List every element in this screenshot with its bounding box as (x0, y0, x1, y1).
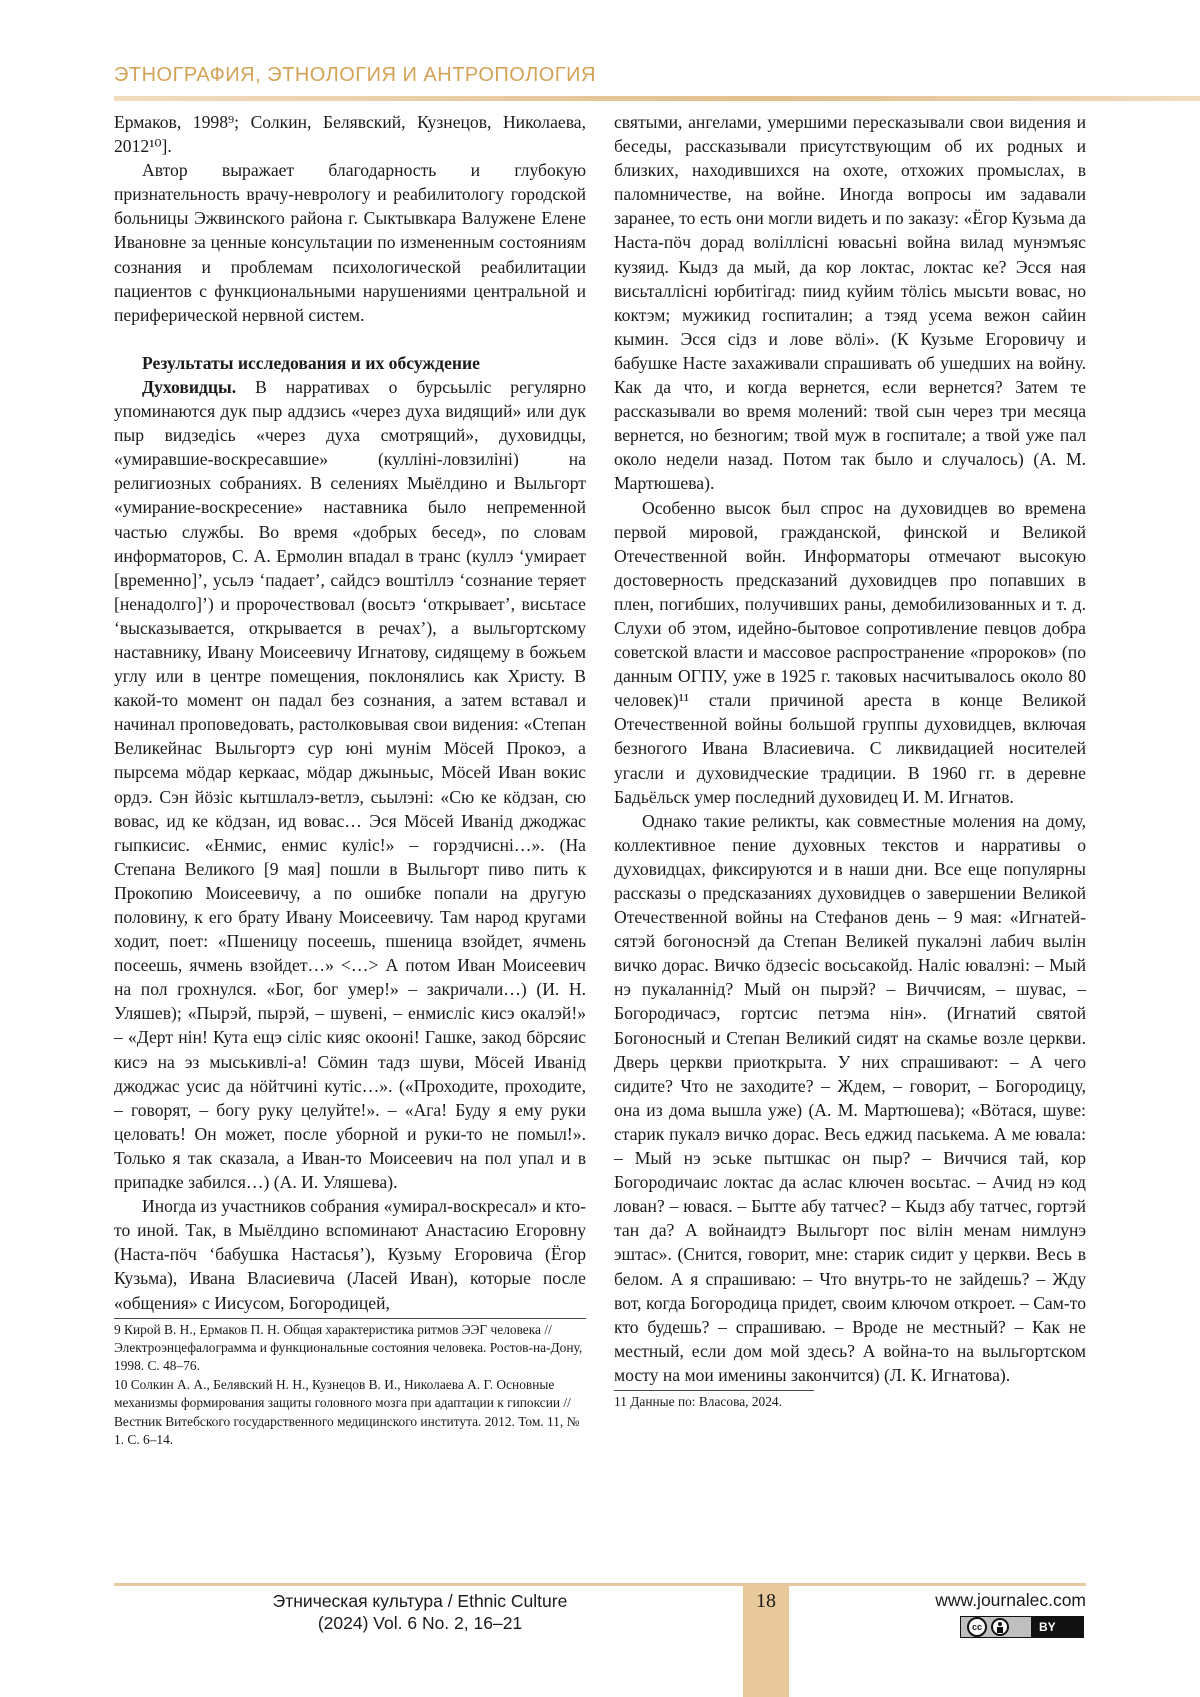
paragraph-body: В нарративах о бурсьыліс регулярно упоминаются дук пыр аддзись «через духа видящий» или дук пыр видзедісь «через духа смотрящий», духовидцы, «умиравшие-воскресавшие» (куллінi-ловзилінi) на религиозных собраниях. В селениях Мыёлдино и Выльгорт «умирание-воскресение» наставника было непременной частью службы. Во время «добрых бесед», по словам информаторов, С. А. Ермолин впадал в транс (куллэ ‘умирает [временно]’, усьлэ ‘падает’, сайдсэ воштіллэ ‘сознание теряет [ненадолго]’) и пророчествовал (восьтэ ‘открывает’, висьтасе ‘высказывается, открывается в речах’), а выльгортскому наставнику, Ивану Моисеевичу Игнатову, сидящему в божьем углу или в центре помещения, поклонялись как Христу. В какой-то момент он падал без сознания, а затем вставал и начинал проповедовать, растолковывая свои видения: «Степан Великейнас Выльгортэ сур юні мунім Мӧсей Прокоэ, а пырсема мӧдар керкаас, мӧдар джыньыс, Мӧсей Иван вокис ордэ. Сэн йӧзіс кытшлалэ-ветлэ, сьылэні: «Сю ке кӧдзан, сю вовас, ид ке кӧдзан, ид вовас… Эся Мӧсей Иванід джоджас гыпкисис. «Енмис, енмис куліс!» – горэдчисні…». (На Степана Великого [9 мая] пошли в Выльгорт пиво пить к Прокопию Моисеевичу, а по ошибке попали на другую половину, к его брату Ивану Моисеевичу. Там народ кругами ходит, поет: «Пшеницу посеешь, пшеница взойдет, ячмень посеешь, ячмень взойдет…» <…> А потом Иван Моисеевич на пол грохнулся. «Бог, бог умер!» – закричали…) (И. Н. Уляшев); «Пырэй, пырэй, – шувені, – енмисліс кисэ окалэй!» – «Дерт нін! Кута ещэ сіліс кияс окооні! Гашке, закод бӧрсяис кисэ на эз мыськивлі-а! Сӧмин тадз шуви, Мӧсей Иванід джоджас усис да нӧйтчині кутіс…». («Проходите, проходите, – говорят, – богу руку целуйте!». – «Ага! Буду я ему руки целовать! Он может, после уборной и руки-то не помыл!». Только я так сказала, а Иван-то Моисеевич на пол упал и в припадке забился…) (А. И. Уляшева). (114, 376, 586, 1193)
journal-volume: (2024) Vol. 6 No. 2, 16–21 (317, 1613, 523, 1633)
footer-rule (114, 1583, 1086, 1586)
cc-icon: cc (967, 1617, 987, 1637)
license-label: BY (1039, 1620, 1056, 1634)
footnote-10: 10 Солкин А. А., Белявский Н. Н., Кузнецов В. И., Николаева А. Г. Основные механизмы формирования защиты головного мозга при адаптации к гипоксии // Вестник Витебского государственного медицинского института. 2012. Том. 11, № 1. С. 6–14. (114, 1377, 580, 1447)
acknowledgement-paragraph: Автор выражает благодарность и глубокую признательность врачу-неврологу и реабилитологу городской больницы Эжвинского района г. Сыктывкара Валужене Елене Ивановне за ценные консультации по измененным состояниям сознания и проблемам психологической реабилитации пациентов с функциональными нарушениями центральной и периферической нервной систем. (114, 160, 586, 325)
left-column (114, 110, 586, 1450)
right-paragraph-1: святыми, ангелами, умершими пересказывали свои видения и беседы, рассказывали присутствующим об их родных и близких, находившихся на охоте, отхожих промыслах, в паломничестве, на войне. Иногда вопросы им задавали заранее, то есть они могли видеть и по заказу: «Ёгор Кузьма да Наста-пӧч дорад воліллісні ювасьні война вилад мунэмъяс кузяид. Кыдз да мый, да кор локтас, локтас ке? Эсся ная висьталлісні юрбитігад: пиид куйим тӧлісь мысьти вовас, но коктэм; мужикид госпиталин; а тэяд усема вежон сайин кымин. Эсся сідз и лове вӧлі». (К Кузьме Егоровичу и бабушке Насте захаживали спрашивать об ушедших на войну. Как да что, и когда вернется, если вернется? Затем те рассказывали во время молений: твой сын через три месяца вернется, но безногим; твой муж в госпитале; а твой уже пал около недели назад. Потом так было и случалось) (А. М. Мартюшева). (614, 112, 1086, 494)
left-paragraph-1: Ермаков, 1998⁹; Солкин, Белявский, Кузнецов, Николаева, 2012¹⁰]. (114, 112, 586, 157)
journal-citation (240, 1590, 600, 1634)
journal-name: Этническая культура / Ethnic Culture (272, 1591, 568, 1611)
page-number: 18 (756, 1590, 776, 1612)
footnote-separator-right (614, 1390, 814, 1391)
section-heading: Результаты исследования и их обсуждение (142, 352, 480, 373)
attribution-person-icon (991, 1618, 1009, 1636)
cc-by-license-badge[interactable] (960, 1616, 1084, 1638)
footnote-11: 11 Данные по: Власова, 2024. (614, 1393, 782, 1409)
header-rule (114, 96, 1200, 101)
left-paragraph-4: Иногда из участников собрания «умирал-воскресал» и кто-то иной. Так, в Мыёлдино вспоминают Анастасию Егоровну (Наста-пӧч ‘бабушка Настасья’), Кузьму Егоровича (Ёгор Кузьма), Ивана Власиевича (Ласей Иван), которые после «общения» с Иисусом, Богородицей, (114, 1196, 586, 1313)
cc-icon-area (961, 1617, 1031, 1637)
journal-url-link[interactable]: www.journalec.com (935, 1590, 1086, 1610)
right-column (614, 110, 1086, 1411)
paragraph-lead: Духовидцы. (142, 376, 237, 397)
footnote-9: 9 Кирой В. Н., Ермаков П. Н. Общая характеристика ритмов ЭЭГ человека // Электроэнцефалограмма и функциональные состояния человека. Ростов-на-Дону, 1998. С. 48–76. (114, 1321, 583, 1373)
footnotes (114, 1321, 586, 1449)
right-paragraph-2: Особенно высок был спрос на духовидцев во времена первой мировой, гражданской, финской и Великой Отечественной войн. Информаторы отмечают высокую достоверность предсказаний духовидцев про попавших в плен, погибших, получивших раны, демобилизованных и т. д. Слухи об этом, идейно-бытовое сопротивление певцов добра советской власти и массовое распространение «пророков» (по данным ОГПУ, уже в 1925 г. таковых насчитывалось около 80 человек)¹¹ стали причиной ареста в конце Великой Отечественной войны большой группы духовидцев, включая безногого Ивана Власиевича. С ликвидацией носителей угасли и духовидческие традиции. В 1960 гг. в деревне Бадьёльск умер последний духовидец И. М. Игнатов. (614, 497, 1086, 807)
section-title: ЭТНОГРАФИЯ, ЭТНОЛОГИЯ И АНТРОПОЛОГИЯ (114, 64, 596, 86)
footnote-separator (114, 1318, 586, 1319)
dukhovidtsy-paragraph (114, 375, 586, 1194)
right-paragraph-3: Однако такие реликты, как совместные моления на дому, коллективное пение духовных текстов и нарративы о духовидцах, фиксируются и в наши дни. Все еще популярны рассказы о предсказаниях духовидцев о завершении Великой Отечественной войны на Стефанов день – 9 мая: «Игнатей-сятэй богоноснэй да Степан Великей пукалэні лабич вылін вичко дорас. Вичко ӧдзесіс восьсакойд. Наліс ювалэні: – Мый нэ пукаланнід? Мый он пырэй? – Виччисям, – шувас, – Богородичасэ, гортсис петэма нін». (Игнатий святой Богоносный и Степан Великий сидят на скамье возле церкви. Дверь церкви приоткрыта. У них спрашивают: – А чего сидите? Что не заходите? – Ждем, – говорит, – Богородицу, она из дома вышла уже) (А. М. Мартюшева); «Вӧтася, шуве: старик пукалэ вичко дорас. Весь еджид паськема. А ме ювала: – Мый нэ эське пытшкас он пыр? – Виччися тай, кор Богородичаис локтас да аслас ключен восьтас. – Ачид нэ код лован? – ювася. – Бытте абу татчес? – Кыдз абу татчес, гортэй тан да? А войнаидтэ Выльгорт пос вілін менам нимлунэ эштас». (Снится, говорит, мне: старик сидит у церкви. Весь в белом. А я спрашиваю: – Что внутрь-то не зайдешь? – Жду вот, когда Богородица придет, своим ключом откроет. – Сам-то кто будешь? – спрашиваю. – Вроде не местный? – Как не местный, если дом мой здесь? А война-то на выльгортском мосту на мои именины закончится) (Л. К. Игнатова). (614, 810, 1086, 1385)
